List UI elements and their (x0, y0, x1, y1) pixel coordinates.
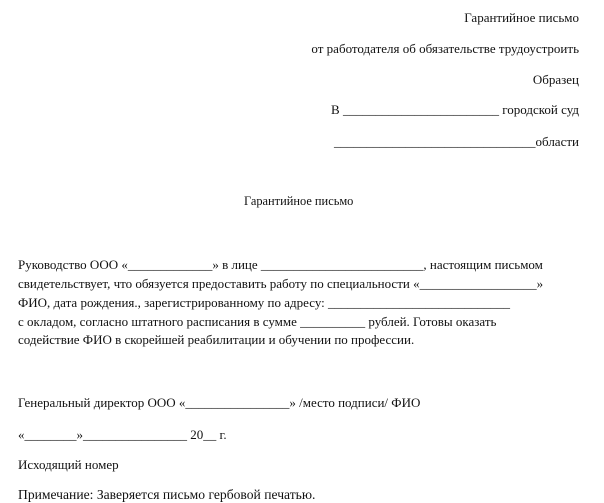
note-text: Примечание: Заверяется письмо гербовой печатью. (18, 487, 316, 502)
addressee-court: В ________________________ городской суд (331, 102, 579, 117)
addressee-region: _______________________________области (334, 134, 579, 149)
header-subtitle: от работодателя об обязательстве трудоустроить (311, 41, 579, 56)
header-title: Гарантийное письмо (464, 10, 579, 25)
body-line-1: Руководство ООО «_____________» в лице _________________________, настоящим письмом (18, 257, 543, 272)
document-title: Гарантийное письмо (244, 194, 354, 208)
body-line-5: содействие ФИО в скорейшей реабилитации и обучении по профессии. (18, 332, 415, 347)
date-line: «________»________________ 20__ г. (18, 427, 227, 442)
signature-line: Генеральный директор ООО «________________» /место подписи/ ФИО (18, 395, 421, 410)
sample-label: Образец (532, 72, 579, 87)
body-line-2: свидетельствует, что обязуется предоставить работу по специальности «__________________» (18, 276, 544, 291)
outgoing-number-label: Исходящий номер (18, 457, 119, 472)
body-line-4: с окладом, согласно штатного расписания в сумме __________ рублей. Готовы оказать (18, 314, 497, 329)
body-line-3: ФИО, дата рождения., зарегистрированному по адресу: ____________________________ (18, 295, 511, 310)
